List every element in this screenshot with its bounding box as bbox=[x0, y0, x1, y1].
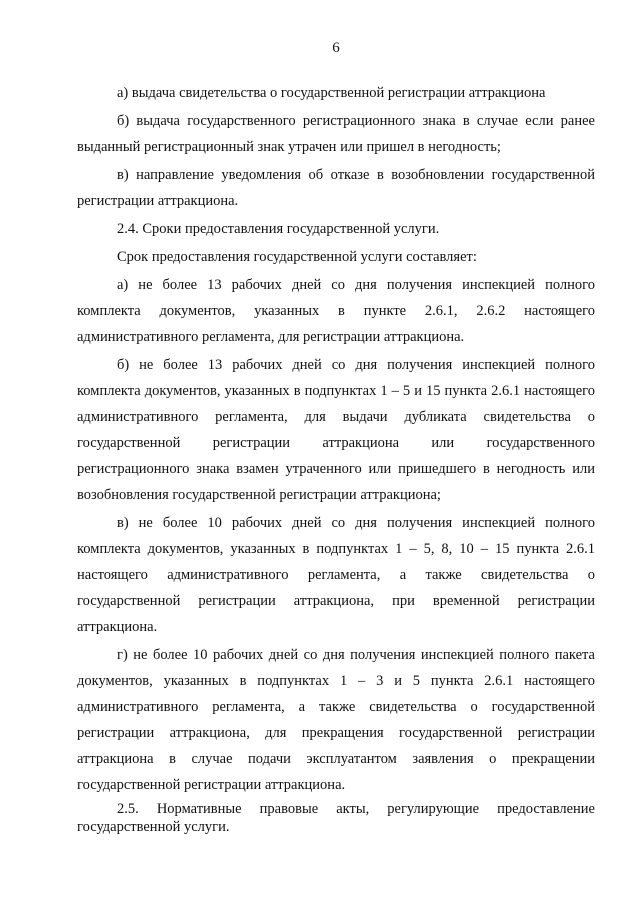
paragraph-term-a: а) не более 13 рабочих дней со дня получения инспекцией полного комплекта документов, указанных в пункте 2.6.1, 2.6.2 настоящего административного регламента, для регистрации аттракциона. bbox=[77, 277, 595, 345]
paragraph-term-d: г) не более 10 рабочих дней со дня получения инспекцией полного пакета документов, указанных в подпунктах 1 – 3 и 5 пункта 2.6.1 настоящего административного регламента, а также свидетельства о государственной регистрации аттракциона, для прекращения государственной регистрации аттракциона в случае подачи эксплуатантом заявления о прекращении государственной регистрации аттракциона. bbox=[77, 647, 595, 793]
paragraph-result-a: а) выдача свидетельства о государственной регистрации аттракциона bbox=[117, 85, 546, 101]
page-number: 6 bbox=[332, 40, 340, 56]
section-heading-2-5: 2.5. Нормативные правовые акты, регулирующие предоставление государственной услуги. bbox=[77, 801, 595, 835]
section-heading-2-4: 2.4. Сроки предоставления государственной услуги. bbox=[117, 221, 440, 237]
document-page bbox=[77, 28, 595, 836]
paragraph-result-c: в) направление уведомления об отказе в возобновлении государственной регистрации аттракциона. bbox=[77, 167, 595, 209]
paragraph-term-intro: Срок предоставления государственной услуги составляет: bbox=[117, 249, 477, 265]
paragraph-result-b: б) выдача государственного регистрационного знака в случае если ранее выданный регистрационный знак утрачен или пришел в негодность; bbox=[77, 113, 595, 155]
paragraph-term-b: б) не более 13 рабочих дней со дня получения инспекцией полного комплекта документов, указанных в подпунктах 1 – 5 и 15 пункта 2.6.1 настоящего административного регламента, для выдачи дубликата свидетельства о государственной регистрации аттракциона или государственного регистрационного знака взамен утраченного или пришедшего в негодность или возобновления государственной регистрации аттракциона; bbox=[77, 357, 595, 503]
paragraph-term-c: в) не более 10 рабочих дней со дня получения инспекцией полного комплекта документов, указанных в подпунктах 1 – 5, 8, 10 – 15 пункта 2.6.1 настоящего административного регламента, а также свидетельства о государственной регистрации аттракциона, при временной регистрации аттракциона. bbox=[77, 515, 595, 635]
